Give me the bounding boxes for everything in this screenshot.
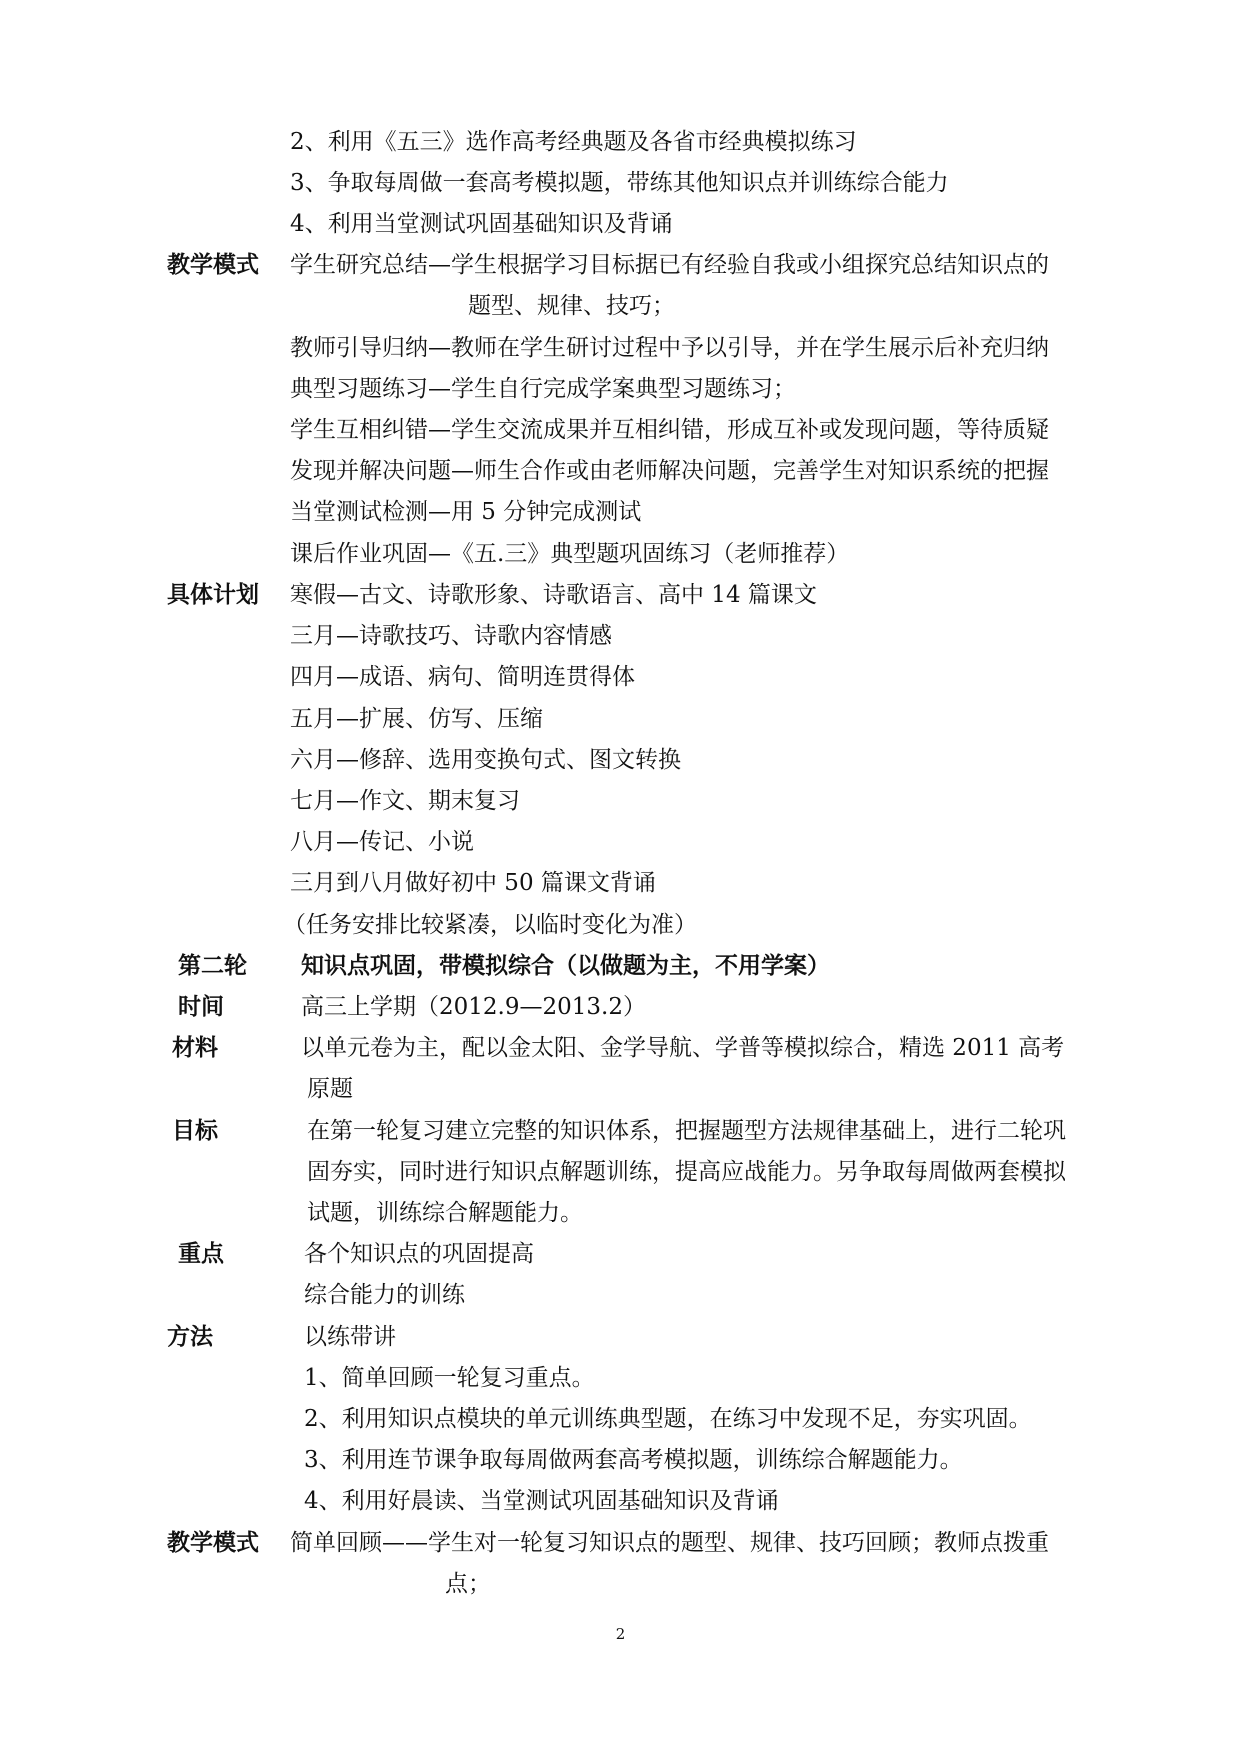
text-line: 在第一轮复习建立完整的知识体系，把握题型方法规律基础上，进行二轮巩 (307, 1118, 1066, 1144)
text-line: 学生研究总结—学生根据学习目标据已有经验自我或小组探究总结知识点的 (290, 252, 1049, 278)
text-line: 高三上学期（2012.9—2013.2） (301, 994, 646, 1020)
section-label: 具体计划 (167, 582, 259, 608)
text-line: 课后作业巩固—《五.三》典型题巩固练习（老师推荐） (290, 541, 850, 567)
text-line: 五月—扩展、仿写、压缩 (290, 706, 543, 732)
text-line: 各个知识点的巩固提高 (304, 1241, 534, 1267)
section-label: 教学模式 (167, 1530, 259, 1556)
text-line: 2、利用知识点模块的单元训练典型题，在练习中发现不足，夯实巩固。 (304, 1406, 1032, 1432)
section-heading: 知识点巩固，带模拟综合（以做题为主，不用学案） (301, 953, 830, 979)
text-line: 简单回顾——学生对一轮复习知识点的题型、规律、技巧回顾；教师点拨重 (290, 1530, 1049, 1556)
text-line: 综合能力的训练 (304, 1282, 465, 1308)
text-line: （任务安排比较紧凑，以临时变化为准） (283, 912, 697, 938)
text-line: 原题 (307, 1076, 353, 1102)
text-line: 题型、规律、技巧； (468, 293, 675, 319)
text-line: 四月—成语、病句、简明连贯得体 (290, 664, 635, 690)
text-line: 三月到八月做好初中 50 篇课文背诵 (290, 870, 656, 896)
section-label: 方法 (167, 1324, 213, 1350)
section-label: 第二轮 (178, 953, 247, 979)
text-line: 点； (445, 1571, 491, 1597)
text-line: 七月—作文、期末复习 (290, 788, 520, 814)
page-number: 2 (615, 1625, 626, 1643)
text-line: 寒假—古文、诗歌形象、诗歌语言、高中 14 篇课文 (290, 582, 817, 608)
text-line: 典型习题练习—学生自行完成学案典型习题练习； (290, 376, 796, 402)
text-line: 教师引导归纳—教师在学生研讨过程中予以引导，并在学生展示后补充归纳 (290, 335, 1049, 361)
text-line: 2、利用《五三》选作高考经典题及各省市经典模拟练习 (290, 129, 857, 155)
text-line: 六月—修辞、选用变换句式、图文转换 (290, 747, 681, 773)
text-line: 1、简单回顾一轮复习重点。 (304, 1365, 595, 1391)
text-line: 4、利用好晨读、当堂测试巩固基础知识及背诵 (304, 1488, 779, 1514)
text-line: 三月—诗歌技巧、诗歌内容情感 (290, 623, 612, 649)
text-line: 发现并解决问题—师生合作或由老师解决问题，完善学生对知识系统的把握 (290, 458, 1049, 484)
section-label: 时间 (178, 994, 224, 1020)
section-label: 教学模式 (167, 252, 259, 278)
text-line: 以单元卷为主，配以金太阳、金学导航、学普等模拟综合，精选 2011 高考 (301, 1035, 1065, 1061)
section-label: 目标 (172, 1118, 218, 1144)
text-line: 3、利用连节课争取每周做两套高考模拟题，训练综合解题能力。 (304, 1447, 963, 1473)
text-line: 4、利用当堂测试巩固基础知识及背诵 (290, 211, 673, 237)
text-line: 固夯实，同时进行知识点解题训练，提高应战能力。另争取每周做两套模拟 (307, 1159, 1066, 1185)
text-line: 以练带讲 (304, 1324, 396, 1350)
text-line: 学生互相纠错—学生交流成果并互相纠错，形成互补或发现问题，等待质疑 (290, 417, 1049, 443)
text-line: 试题，训练综合解题能力。 (307, 1200, 583, 1226)
section-label: 材料 (172, 1035, 218, 1061)
text-line: 3、争取每周做一套高考模拟题，带练其他知识点并训练综合能力 (290, 170, 949, 196)
text-line: 八月—传记、小说 (290, 829, 474, 855)
text-line: 当堂测试检测—用 5 分钟完成测试 (290, 499, 642, 525)
section-label: 重点 (178, 1241, 224, 1267)
